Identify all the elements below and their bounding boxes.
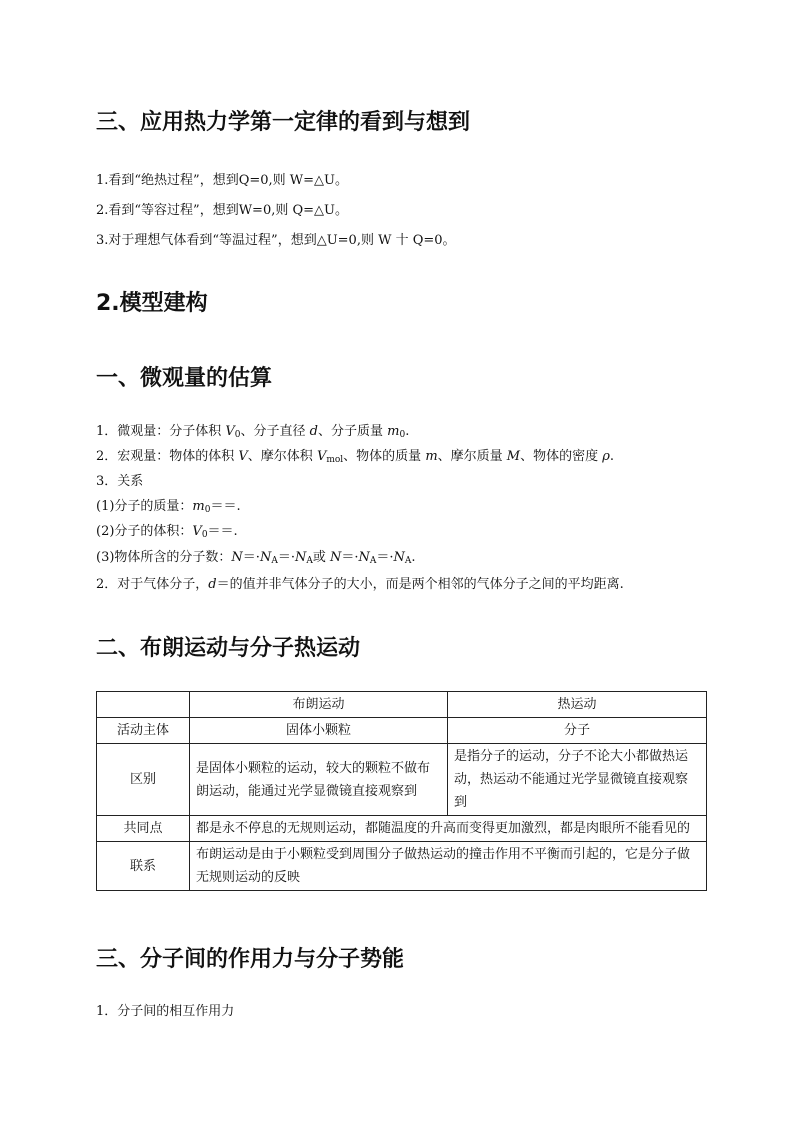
relation-line: 3．关系 (96, 474, 144, 489)
table-cell: 固体小颗粒 (190, 718, 448, 744)
row-label: 活动主体 (97, 718, 190, 744)
table-cell: 布朗运动是由于小颗粒受到周围分子做热运动的撞击作用不平衡而引起的，它是分子做无规则运动的反映 (190, 842, 707, 891)
column-header-brownian: 布朗运动 (190, 692, 448, 718)
micro-quantities-line: 1．微观量：分子体积 $V_0$、分子直径 d、分子质量 $m_0$. (96, 424, 410, 440)
table-row (97, 816, 707, 842)
table-row (97, 744, 707, 816)
row-label: 区别 (97, 744, 190, 816)
table-row (97, 718, 707, 744)
heading-model: 2.模型建构 (96, 291, 208, 316)
table-cell: 是指分子的运动，分子不论大小都做热运动，热运动不能通过光学显微镜直接观察到 (448, 744, 707, 816)
heading-intermolecular-force: 三、分子间的作用力与分子势能 (96, 947, 405, 972)
gas-distance-note: 2．对于气体分子，d＝的值并非气体分子的大小，而是两个相邻的气体分子之间的平均距离. (96, 577, 624, 592)
molecule-count-line: (3)物体所含的分子数：$N=\cdot N_A=\cdot N_A$或 $N=\cdot N_A=\cdot N_A$. (96, 550, 416, 566)
table-cell: 都是永不停息的无规则运动，都随温度的升高而变得更加激烈，都是肉眼所不能看见的 (190, 816, 707, 842)
row-label: 联系 (97, 842, 190, 891)
column-header-thermal: 热运动 (448, 692, 707, 718)
macro-quantities-line: 2．宏观量：物体的体积 V、摩尔体积 $V_{mol}$、物体的质量 m、摩尔质量 M、物体的密度 ρ. (96, 449, 615, 465)
brownian-comparison-table (96, 691, 707, 891)
table-cell: 分子 (448, 718, 707, 744)
intermolecular-force-item: 1．分子间的相互作用力 (96, 1004, 235, 1019)
table-cell: 是固体小颗粒的运动，较大的颗粒不做布朗运动，能通过光学显微镜直接观察到 (190, 744, 448, 816)
heading-first-law: 三、应用热力学第一定律的看到与想到 (96, 110, 471, 135)
heading-micro-estimate: 一、微观量的估算 (96, 366, 273, 391)
table-corner-cell (97, 692, 190, 718)
molecule-volume-line: (2)分子的体积：$V_0==$. (96, 524, 238, 540)
table-row (97, 842, 707, 891)
first-law-item-1: 1.看到“绝热过程”，想到Q=0,则 W=△U。 (96, 173, 348, 188)
molecule-mass-line: (1)分子的质量：$m_0==$. (96, 499, 241, 515)
row-label: 共同点 (97, 816, 190, 842)
first-law-item-2: 2.看到“等容过程”，想到W=0,则 Q=△U。 (96, 203, 348, 218)
heading-brownian: 二、布朗运动与分子热运动 (96, 636, 361, 661)
table-header-row (97, 692, 707, 718)
first-law-item-3: 3.对于理想气体看到“等温过程”，想到△U=0,则 W 十 Q=0。 (96, 233, 456, 248)
